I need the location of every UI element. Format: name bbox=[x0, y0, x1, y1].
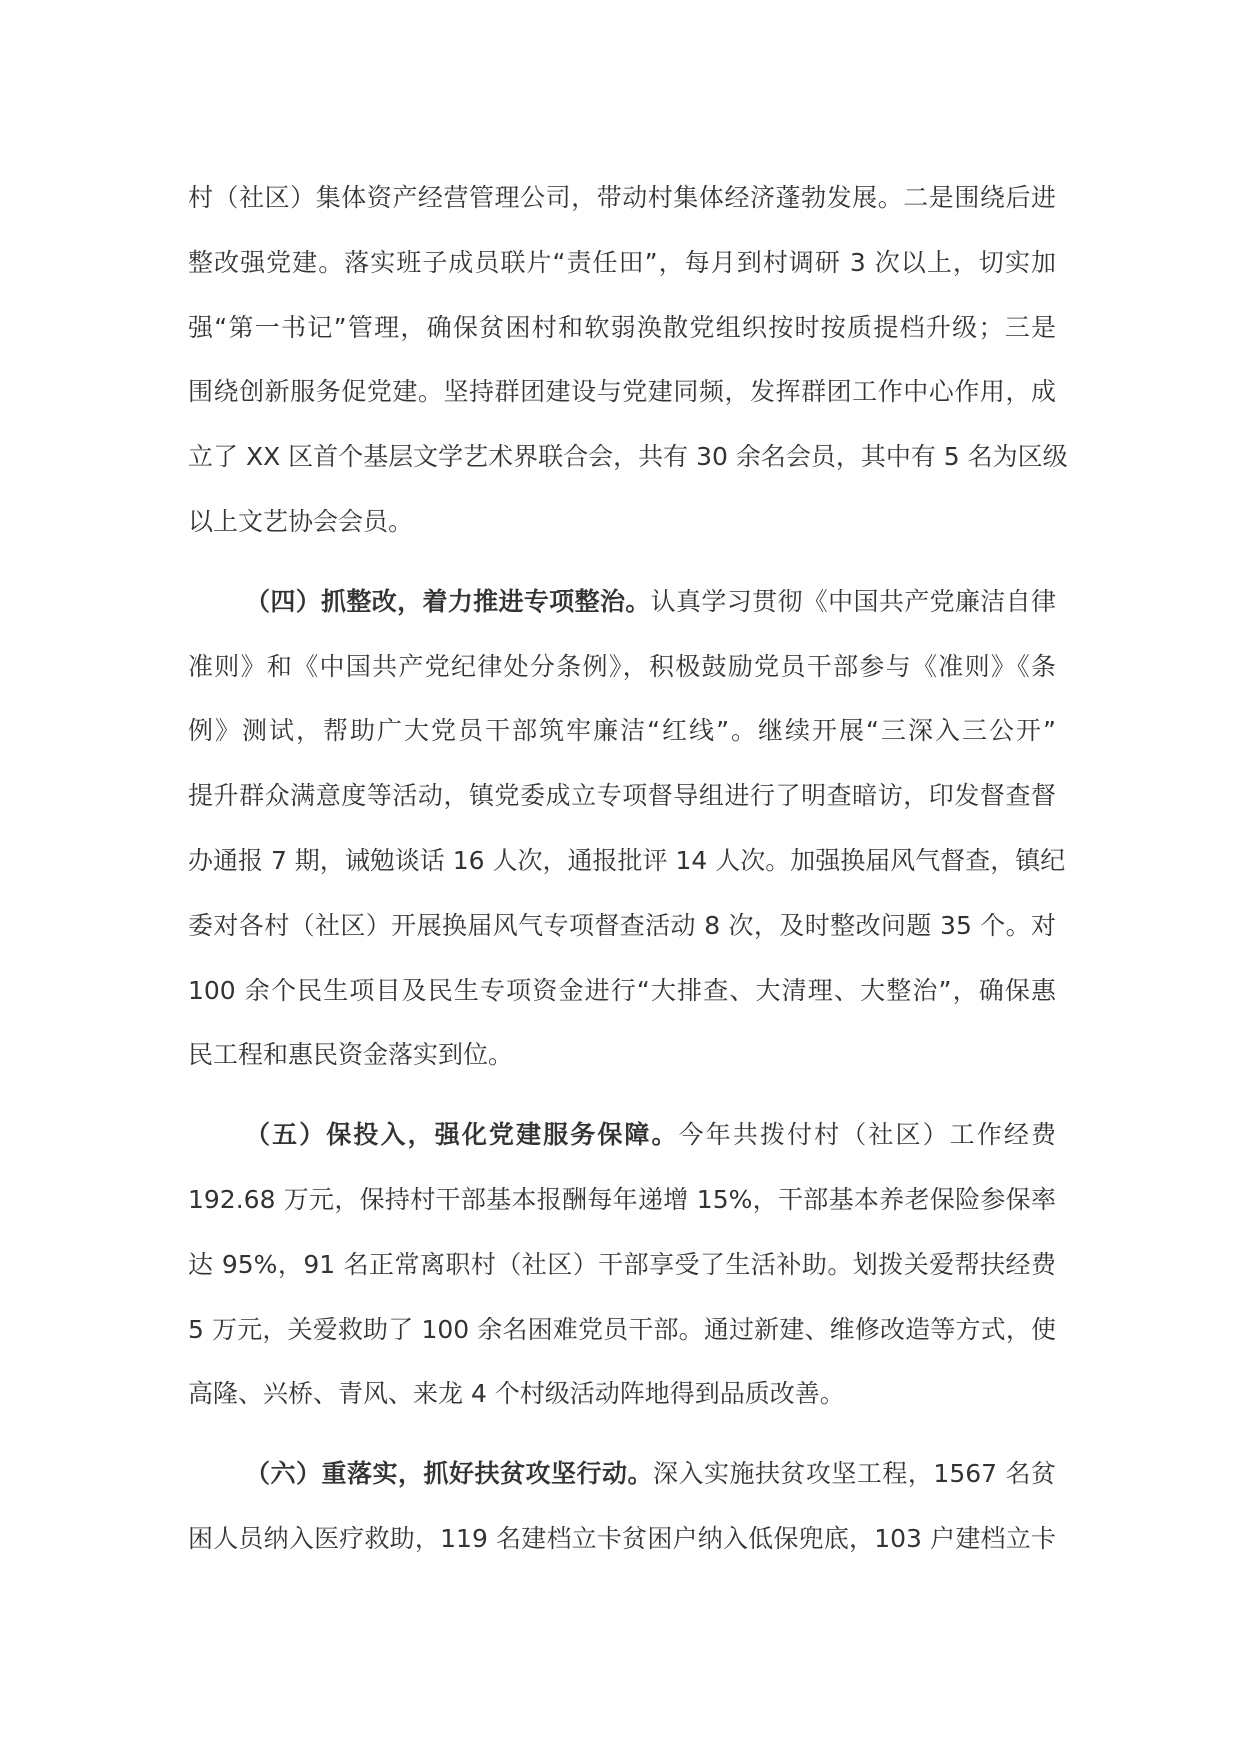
paragraph-continuation bbox=[188, 166, 1068, 555]
text-line: 整改强党建。落实班子成员联片“责任田”，每月到村调研 3 次以上，切实加 bbox=[188, 247, 1056, 277]
text-line: 委对各村（社区）开展换届风气专项督查活动 8 次，及时整改问题 35 个。对 bbox=[188, 910, 1056, 940]
text-line: 村（社区）集体资产经营管理公司，带动村集体经济蓬勃发展。二是围绕后进 bbox=[188, 183, 1056, 212]
paragraph-section-4 bbox=[188, 570, 1066, 1088]
text-line: 办通报 7 期，诫勉谈话 16 人次，通报批评 14 人次。加强换届风气督查，镇纪 bbox=[188, 845, 1066, 875]
text-line: 以上文艺协会会员。 bbox=[188, 506, 414, 536]
text-line: 达 95%，91 名正常离职村（社区）干部享受了生活补助。划拨关爱帮扶经费 bbox=[188, 1249, 1056, 1279]
paragraph-spacing bbox=[188, 1088, 1056, 1103]
text-line bbox=[188, 1442, 1056, 1507]
text-line: 提升群众满意度等活动，镇党委成立专项督导组进行了明查暗访，印发督查督 bbox=[188, 781, 1056, 811]
text-line: 困人员纳入医疗救助，119 名建档立卡贫困户纳入低保兜底，103 户建档立卡 bbox=[188, 1523, 1056, 1553]
section-heading: （六）重落实，抓好扶贫攻坚行动。 bbox=[245, 1459, 653, 1489]
section-text: 认真学习贯彻《中国共产党廉洁自律 bbox=[650, 586, 1056, 616]
text-line: 高隆、兴桥、青风、来龙 4 个村级活动阵地得到品质改善。 bbox=[188, 1379, 845, 1409]
text-line: 5 万元，关爱救助了 100 余名困难党员干部。通过新建、维修改造等方式，使 bbox=[188, 1314, 1056, 1344]
text-line: 强“第一书记”管理，确保贫困村和软弱涣散党组织按时按质提档升级；三是 bbox=[188, 312, 1056, 342]
section-text: 今年共拨付村（社区）工作经费 bbox=[678, 1120, 1056, 1150]
text-line: 围绕创新服务促党建。坚持群团建设与党建同频，发挥群团工作中心作用，成 bbox=[188, 377, 1056, 407]
text-line bbox=[188, 1103, 1056, 1168]
text-line bbox=[188, 570, 1056, 635]
text-line: 民工程和惠民资金落实到位。 bbox=[188, 1040, 514, 1070]
paragraph-spacing bbox=[188, 555, 1056, 570]
paragraph-spacing bbox=[188, 1427, 1056, 1442]
paragraph-section-6 bbox=[188, 1442, 1056, 1572]
text-line: 100 余个民生项目及民生专项资金进行“大排查、大清理、大整治”，确保惠 bbox=[188, 975, 1056, 1005]
section-heading: （四）抓整改，着力推进专项整治。 bbox=[245, 586, 651, 616]
paragraph-section-5 bbox=[188, 1103, 1056, 1427]
text-line: 准则》和《中国共产党纪律处分条例》，积极鼓励党员干部参与《准则》《条 bbox=[188, 651, 1056, 681]
text-line: 例》测试，帮助广大党员干部筑牢廉洁“红线”。继续开展“三深入三公开” bbox=[188, 716, 1056, 746]
section-heading: （五）保投入，强化党建服务保障。 bbox=[245, 1120, 679, 1150]
text-line: 立了 XX 区首个基层文学艺术界联合会，共有 30 余名会员，其中有 5 名为区级 bbox=[188, 442, 1068, 472]
document-body bbox=[188, 166, 1068, 1572]
section-text: 深入实施扶贫攻坚工程，1567 名贫 bbox=[652, 1459, 1056, 1489]
text-line: 192.68 万元，保持村干部基本报酬每年递增 15%，干部基本养老保险参保率 bbox=[188, 1184, 1056, 1214]
